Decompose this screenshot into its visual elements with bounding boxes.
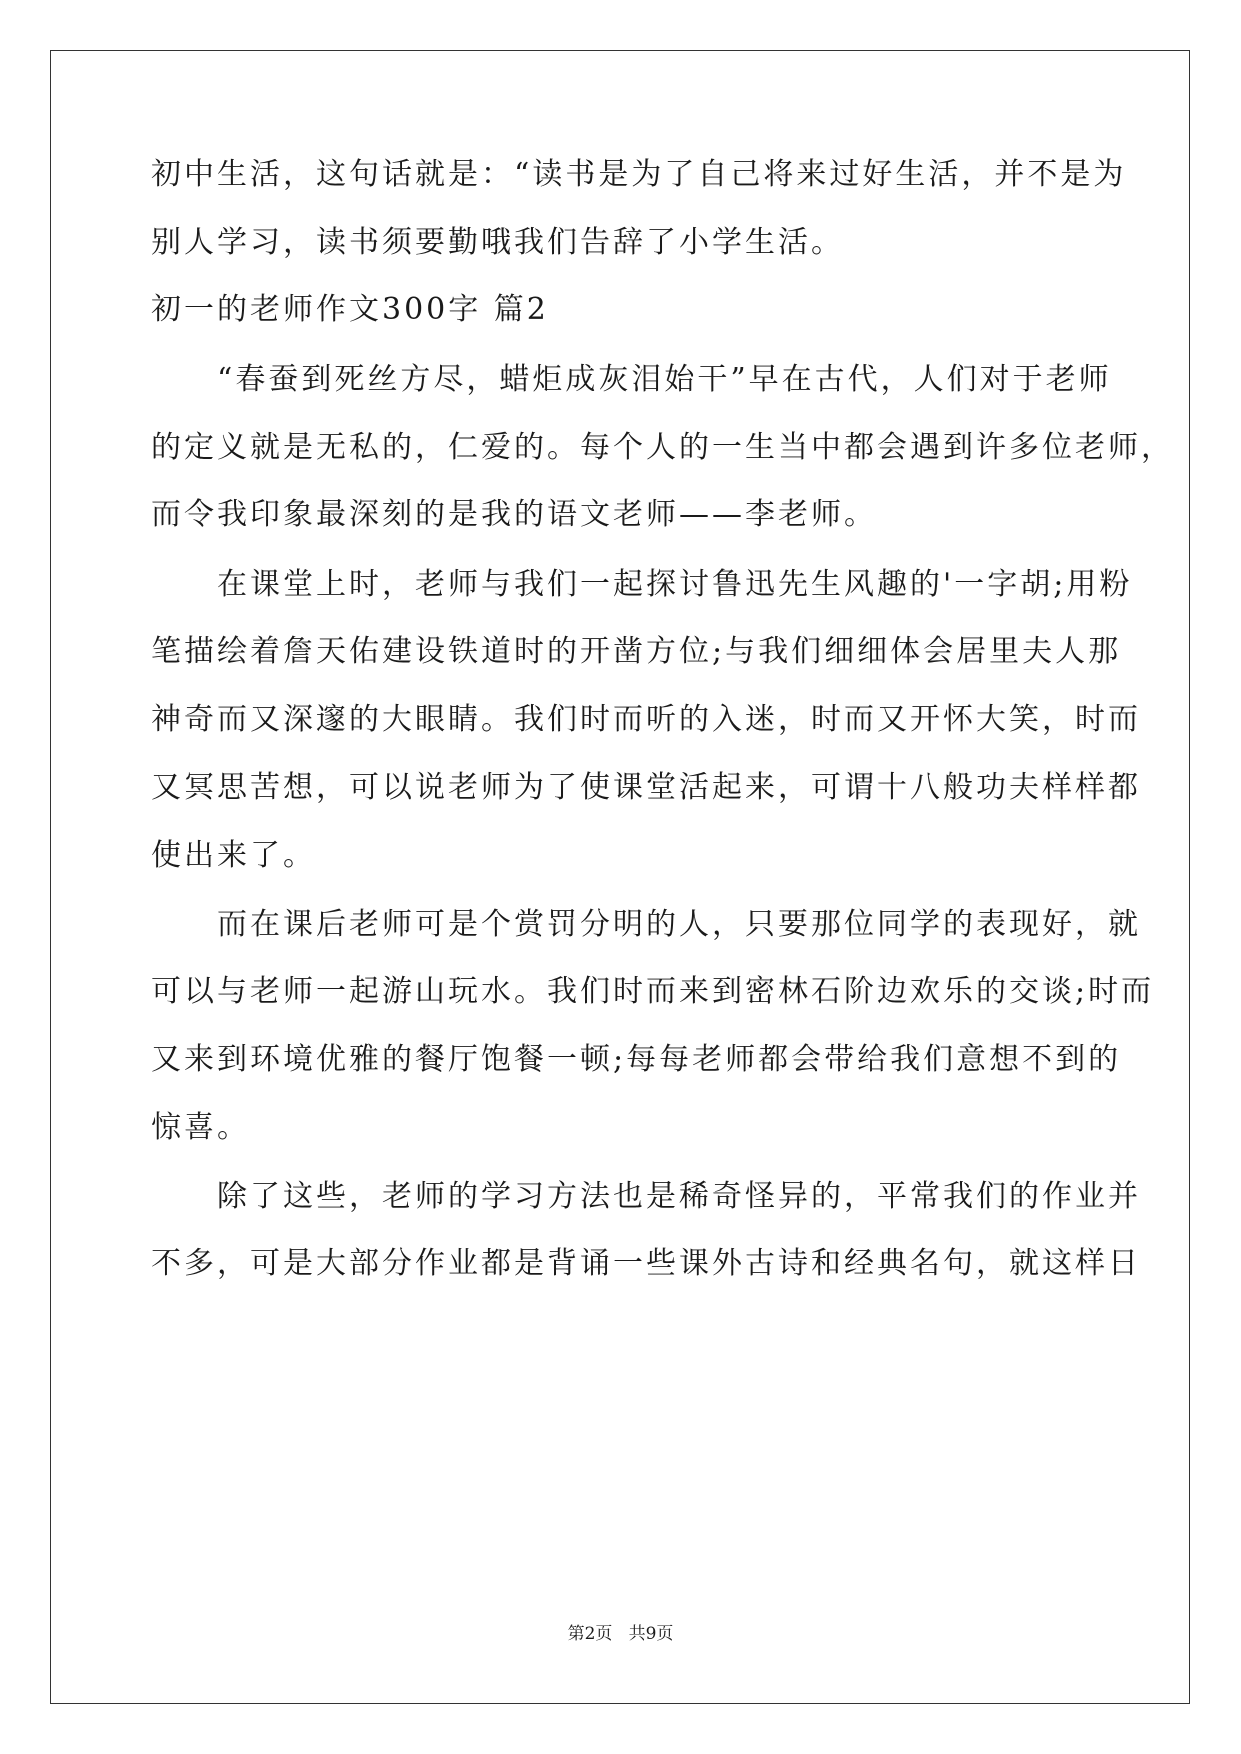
text-line: “春蚕到死丝方尽，蜡炬成灰泪始干”早在古代，人们对于老师: [151, 362, 1112, 397]
text-line: 别人学习，读书须要勤哦我们告辞了小学生活。: [151, 225, 844, 260]
text-line: 而令我印象最深刻的是我的语文老师——李老师。: [151, 497, 877, 532]
text-line: 初中生活，这句话就是：“读书是为了自己将来过好生活，并不是为: [151, 157, 1127, 192]
text-line: 可以与老师一起游山玩水。我们时而来到密林石阶边欢乐的交谈;时而: [151, 974, 1155, 1009]
text-line: 又冥思苦想，可以说老师为了使课堂活起来，可谓十八般功夫样样都: [151, 770, 1141, 805]
text-line: 又来到环境优雅的餐厅饱餐一顿;每每老师都会带给我们意想不到的: [151, 1042, 1122, 1077]
page-number-footer: 第2页 共9页: [567, 1624, 674, 1644]
text-line: 不多，可是大部分作业都是背诵一些课外古诗和经典名句，就这样日: [151, 1246, 1141, 1281]
text-line: 神奇而又深邃的大眼睛。我们时而听的入迷，时而又开怀大笑，时而: [151, 702, 1141, 737]
document-body: [151, 155, 1174, 1284]
text-line: 的定义就是无私的，仁爱的。每个人的一生当中都会遇到许多位老师，: [151, 430, 1174, 465]
text-line: 在课堂上时，老师与我们一起探讨鲁迅先生风趣的'一字胡;用粉: [151, 567, 1133, 602]
text-line: 笔描绘着詹天佑建设铁道时的开凿方位;与我们细细体会居里夫人那: [151, 634, 1122, 669]
text-line: 而在课后老师可是个赏罚分明的人，只要那位同学的表现好，就: [151, 907, 1141, 942]
section-heading: 初一的老师作文300字 篇2: [151, 292, 549, 327]
text-line: 惊喜。: [151, 1110, 250, 1145]
text-line: 使出来了。: [151, 838, 316, 873]
text-line: 除了这些，老师的学习方法也是稀奇怪异的，平常我们的作业并: [151, 1179, 1141, 1214]
